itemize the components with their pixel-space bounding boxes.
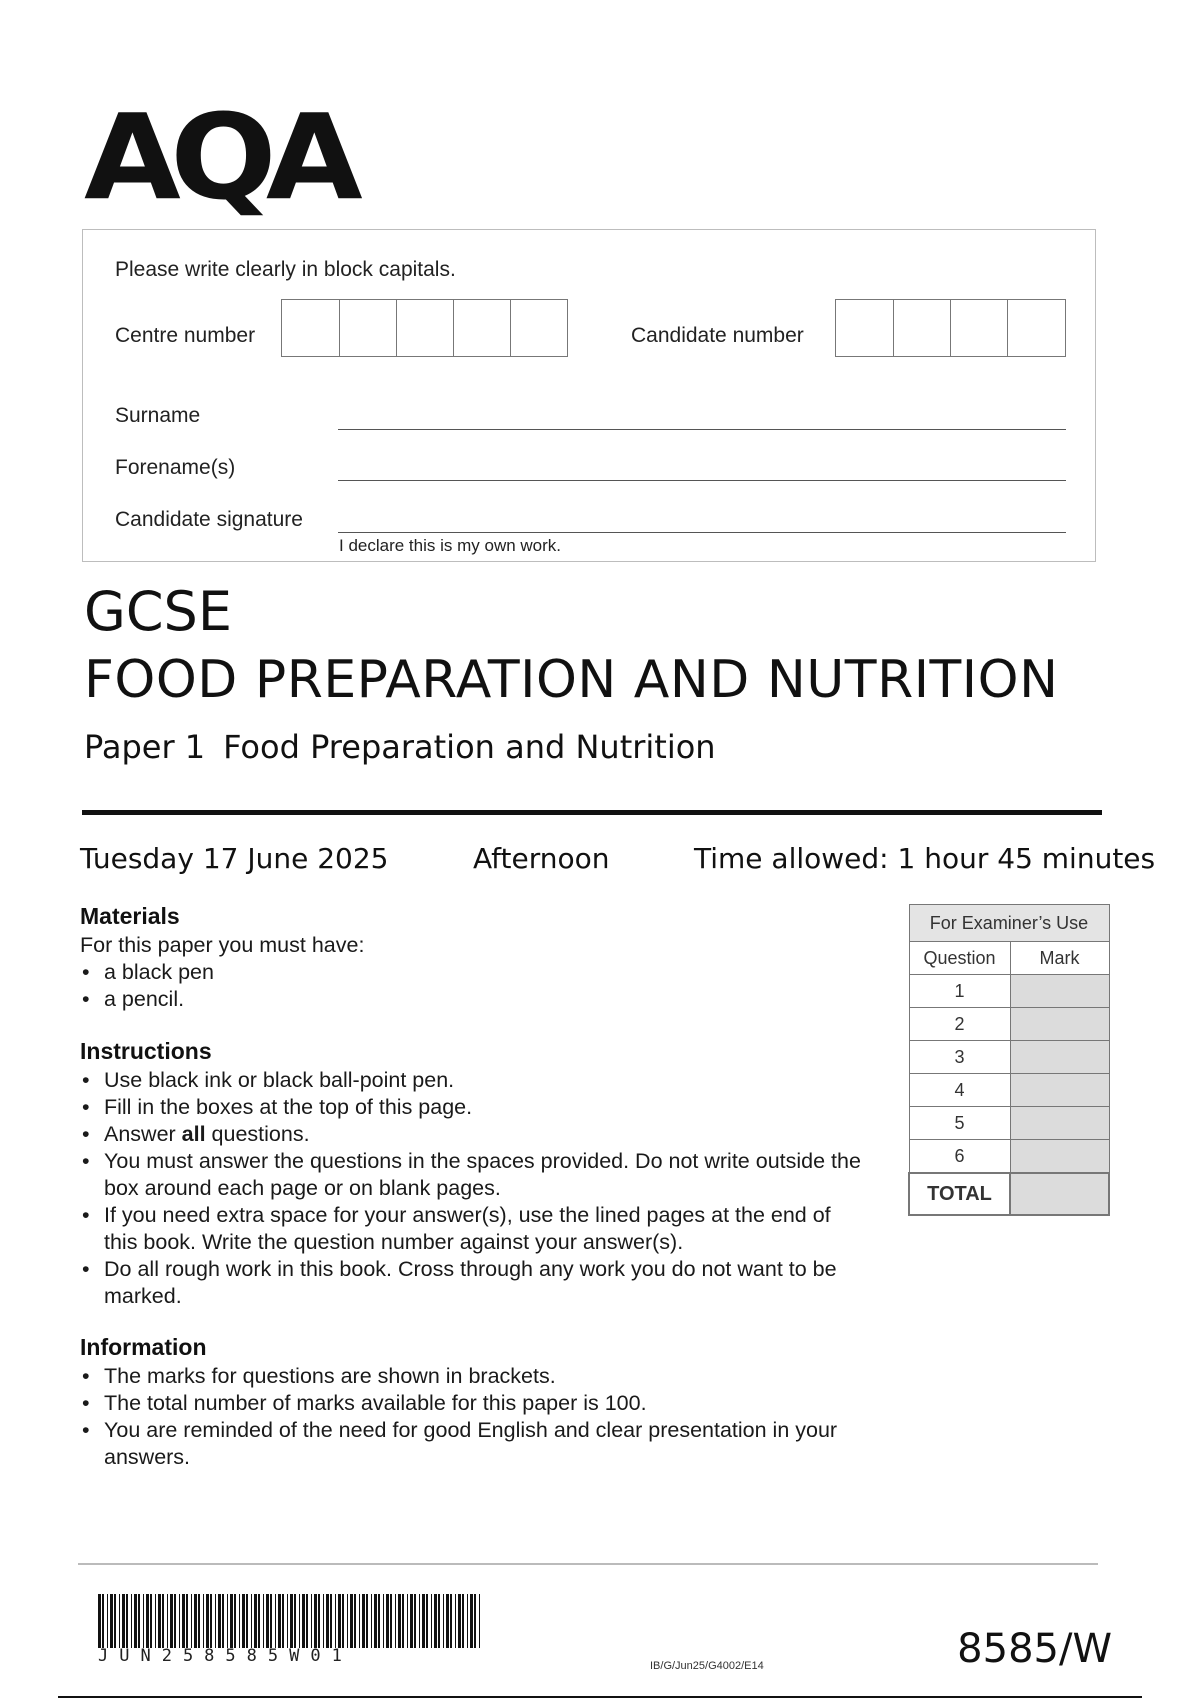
barcode-bar bbox=[138, 1594, 140, 1648]
surname-label: Surname bbox=[115, 404, 201, 427]
barcode-bar bbox=[443, 1594, 444, 1648]
barcode-bar bbox=[455, 1594, 456, 1648]
barcode-bar bbox=[330, 1594, 332, 1648]
total-mark-cell[interactable] bbox=[1010, 1173, 1109, 1215]
barcode-bar bbox=[155, 1594, 156, 1648]
materials-heading: Materials bbox=[80, 903, 180, 929]
barcode-bar bbox=[210, 1594, 212, 1648]
page-bottom-rule bbox=[58, 1696, 1142, 1698]
question-number: 5 bbox=[909, 1107, 1010, 1140]
barcode-bar bbox=[338, 1594, 341, 1648]
barcode-bar bbox=[102, 1594, 104, 1648]
barcode-bar bbox=[206, 1594, 209, 1648]
block-capitals-instruction: Please write clearly in block capitals. bbox=[115, 258, 456, 281]
table-row bbox=[909, 975, 1109, 1008]
barcode-bar bbox=[311, 1594, 312, 1648]
declaration-text: I declare this is my own work. bbox=[339, 536, 562, 555]
candidate-number-label: Candidate number bbox=[631, 324, 804, 347]
barcode-text: JUN258585W01 bbox=[98, 1646, 353, 1666]
barcode-bar bbox=[434, 1594, 437, 1648]
materials-list bbox=[80, 959, 880, 1013]
list-item bbox=[80, 1121, 870, 1148]
barcode-bar bbox=[431, 1594, 432, 1648]
barcode-bar bbox=[158, 1594, 161, 1648]
barcode-bar bbox=[110, 1594, 113, 1648]
information-section bbox=[80, 1334, 880, 1471]
barcode-bar bbox=[366, 1594, 368, 1648]
barcode-bar bbox=[167, 1594, 168, 1648]
barcode-bar bbox=[479, 1594, 480, 1648]
question-number: 6 bbox=[909, 1140, 1010, 1174]
table-row bbox=[909, 1140, 1109, 1174]
information-heading: Information bbox=[80, 1334, 207, 1360]
mark-cell[interactable] bbox=[1010, 1074, 1109, 1107]
question-column-header: Question bbox=[909, 942, 1010, 975]
barcode-bar bbox=[194, 1594, 197, 1648]
barcode-bar bbox=[362, 1594, 365, 1648]
barcode-bar bbox=[335, 1594, 336, 1648]
barcode-bar bbox=[386, 1594, 389, 1648]
barcode-bar bbox=[383, 1594, 384, 1648]
barcode-bar bbox=[350, 1594, 353, 1648]
barcode-bar bbox=[203, 1594, 204, 1648]
table-row bbox=[909, 1107, 1109, 1140]
barcode-bar bbox=[251, 1594, 252, 1648]
materials-intro: For this paper you must have: bbox=[80, 933, 365, 957]
list-item: • a pencil. bbox=[80, 986, 880, 1013]
subject-title: FOOD PREPARATION AND NUTRITION bbox=[84, 650, 1059, 710]
barcode-bar bbox=[146, 1594, 149, 1648]
answer-all-emphasis: all bbox=[181, 1122, 206, 1146]
centre-number-boxes[interactable] bbox=[281, 299, 568, 357]
barcode-bar bbox=[342, 1594, 344, 1648]
barcode-bar bbox=[402, 1594, 404, 1648]
barcode-bar bbox=[246, 1594, 248, 1648]
barcode-bar bbox=[218, 1594, 221, 1648]
list-item: • a black pen bbox=[80, 959, 880, 986]
candidate-number-digit[interactable] bbox=[893, 300, 950, 356]
barcode-bar bbox=[422, 1594, 425, 1648]
barcode-bar bbox=[450, 1594, 452, 1648]
table-row bbox=[909, 1008, 1109, 1041]
candidate-number-digit[interactable] bbox=[836, 300, 893, 356]
list-item: • Fill in the boxes at the top of this page. bbox=[80, 1094, 870, 1121]
barcode-bar bbox=[282, 1594, 284, 1648]
barcode-bar bbox=[122, 1594, 125, 1648]
question-number: 3 bbox=[909, 1041, 1010, 1074]
centre-number-digit[interactable] bbox=[453, 300, 510, 356]
barcode-bar bbox=[131, 1594, 132, 1648]
mark-cell[interactable] bbox=[1010, 975, 1109, 1008]
paper-name: Food Preparation and Nutrition bbox=[223, 728, 716, 766]
barcode-bar bbox=[419, 1594, 420, 1648]
barcode-bar bbox=[266, 1594, 269, 1648]
barcode-bar bbox=[114, 1594, 116, 1648]
barcode-bar bbox=[446, 1594, 449, 1648]
barcode-bar bbox=[410, 1594, 413, 1648]
barcode-bar bbox=[126, 1594, 128, 1648]
barcode-bar bbox=[270, 1594, 272, 1648]
forenames-label: Forename(s) bbox=[115, 456, 236, 479]
materials-section bbox=[80, 903, 880, 1013]
barcode-bar bbox=[294, 1594, 296, 1648]
mark-cell[interactable] bbox=[1010, 1140, 1109, 1174]
barcode-bar bbox=[162, 1594, 164, 1648]
candidate-number-digit[interactable] bbox=[950, 300, 1007, 356]
barcode-bar bbox=[143, 1594, 144, 1648]
barcode-bar bbox=[414, 1594, 416, 1648]
barcode-bar bbox=[470, 1594, 473, 1648]
barcode-bar bbox=[174, 1594, 176, 1648]
barcode-bar bbox=[306, 1594, 308, 1648]
barcode-bar bbox=[186, 1594, 188, 1648]
surname-line[interactable] bbox=[338, 429, 1066, 430]
instructions-heading: Instructions bbox=[80, 1038, 212, 1064]
barcode-bar bbox=[378, 1594, 380, 1648]
list-item: • You must answer the questions in the spaces provided. Do not write outside the box around each page or on blank pages. bbox=[80, 1148, 870, 1202]
mark-column-header: Mark bbox=[1010, 942, 1109, 975]
question-number: 2 bbox=[909, 1008, 1010, 1041]
barcode-bar bbox=[239, 1594, 240, 1648]
barcode-bar bbox=[347, 1594, 348, 1648]
barcode-bar bbox=[191, 1594, 192, 1648]
barcode-bar bbox=[234, 1594, 236, 1648]
barcode-bar bbox=[314, 1594, 317, 1648]
barcode-bar bbox=[222, 1594, 224, 1648]
barcode-bar bbox=[354, 1594, 356, 1648]
barcode-bar bbox=[182, 1594, 185, 1648]
forenames-line[interactable] bbox=[338, 480, 1066, 481]
barcode-bar bbox=[299, 1594, 300, 1648]
barcode-bar bbox=[390, 1594, 392, 1648]
barcode-bar bbox=[467, 1594, 468, 1648]
exam-date: Tuesday 17 June 2025 bbox=[80, 842, 389, 875]
table-row bbox=[909, 1074, 1109, 1107]
barcode-bar bbox=[263, 1594, 264, 1648]
barcode-bar bbox=[326, 1594, 329, 1648]
centre-number-label: Centre number bbox=[115, 324, 256, 347]
centre-number-digit[interactable] bbox=[396, 300, 453, 356]
aqa-logo: AQA bbox=[84, 88, 353, 226]
candidate-number-boxes[interactable] bbox=[835, 299, 1066, 357]
barcode-bar bbox=[150, 1594, 152, 1648]
title-divider bbox=[82, 810, 1102, 815]
barcode-bar bbox=[179, 1594, 180, 1648]
footer-divider bbox=[78, 1563, 1098, 1565]
barcode-bar bbox=[462, 1594, 464, 1648]
paper-number: Paper 1 bbox=[84, 728, 206, 766]
answer-all-text: Answer bbox=[104, 1122, 182, 1146]
barcode-bar bbox=[242, 1594, 245, 1648]
list-item: • The marks for questions are shown in brackets. bbox=[80, 1363, 880, 1390]
centre-number-digit[interactable] bbox=[339, 300, 396, 356]
total-row bbox=[909, 1173, 1109, 1215]
answer-all-text-end: questions. bbox=[205, 1122, 310, 1146]
barcode-bar bbox=[170, 1594, 173, 1648]
barcode-bar bbox=[227, 1594, 228, 1648]
barcode-bar bbox=[474, 1594, 476, 1648]
barcode-bar bbox=[230, 1594, 233, 1648]
barcode-bar bbox=[323, 1594, 324, 1648]
document-reference: IB/G/Jun25/G4002/E14 bbox=[650, 1660, 764, 1672]
barcode-bar bbox=[290, 1594, 293, 1648]
candidate-number-digit[interactable] bbox=[1007, 300, 1064, 356]
list-item: • Use black ink or black ball-point pen. bbox=[80, 1067, 870, 1094]
list-item: • Do all rough work in this book. Cross through any work you do not want to be marked. bbox=[80, 1256, 870, 1310]
signature-line[interactable] bbox=[338, 532, 1066, 533]
barcode-bar bbox=[278, 1594, 281, 1648]
barcode-bar bbox=[98, 1594, 101, 1648]
mark-cell[interactable] bbox=[1010, 1008, 1109, 1041]
qualification-title: GCSE bbox=[84, 580, 232, 643]
barcode-bar bbox=[407, 1594, 408, 1648]
barcode-bar bbox=[287, 1594, 288, 1648]
list-item: • If you need extra space for your answer(s), use the lined pages at the end of this book. Write the question number against your answer(s). bbox=[80, 1202, 870, 1256]
barcode-bar bbox=[275, 1594, 276, 1648]
barcode-bar bbox=[374, 1594, 377, 1648]
signature-label: Candidate signature bbox=[115, 508, 303, 531]
barcode-bar bbox=[359, 1594, 360, 1648]
examiner-use-table bbox=[908, 904, 1110, 1216]
list-item: • The total number of marks available for this paper is 100. bbox=[80, 1390, 880, 1417]
instructions-list bbox=[80, 1067, 870, 1310]
barcode-bar bbox=[426, 1594, 428, 1648]
barcode-bar bbox=[107, 1594, 108, 1648]
barcode-bar bbox=[215, 1594, 216, 1648]
list-item: • You are reminded of the need for good English and clear presentation in your answers. bbox=[80, 1417, 880, 1471]
barcode-bar bbox=[258, 1594, 260, 1648]
mark-cell[interactable] bbox=[1010, 1041, 1109, 1074]
barcode-bar bbox=[302, 1594, 305, 1648]
examiner-table-title: For Examiner’s Use bbox=[909, 905, 1109, 942]
barcode-bar bbox=[119, 1594, 120, 1648]
centre-number-digit[interactable] bbox=[510, 300, 567, 356]
information-list bbox=[80, 1363, 880, 1471]
candidate-details-box bbox=[82, 229, 1096, 562]
barcode-bar bbox=[254, 1594, 257, 1648]
total-label: TOTAL bbox=[909, 1173, 1010, 1215]
centre-number-digit[interactable] bbox=[282, 300, 339, 356]
question-number: 4 bbox=[909, 1074, 1010, 1107]
instructions-section bbox=[80, 1038, 870, 1310]
time-allowed: Time allowed: 1 hour 45 minutes bbox=[694, 842, 1156, 875]
exam-session: Afternoon bbox=[473, 842, 610, 875]
paper-code: 8585/W bbox=[957, 1626, 1112, 1672]
table-row bbox=[909, 1041, 1109, 1074]
mark-cell[interactable] bbox=[1010, 1107, 1109, 1140]
barcode-bar bbox=[395, 1594, 396, 1648]
barcode-bar bbox=[198, 1594, 200, 1648]
question-number: 1 bbox=[909, 975, 1010, 1008]
barcode-bar bbox=[458, 1594, 461, 1648]
barcode-bar bbox=[134, 1594, 137, 1648]
barcode-bar bbox=[438, 1594, 440, 1648]
barcode-bar bbox=[398, 1594, 401, 1648]
barcode-bar bbox=[318, 1594, 320, 1648]
barcode-image bbox=[98, 1594, 482, 1648]
barcode-bar bbox=[371, 1594, 372, 1648]
paper-title bbox=[84, 728, 716, 766]
